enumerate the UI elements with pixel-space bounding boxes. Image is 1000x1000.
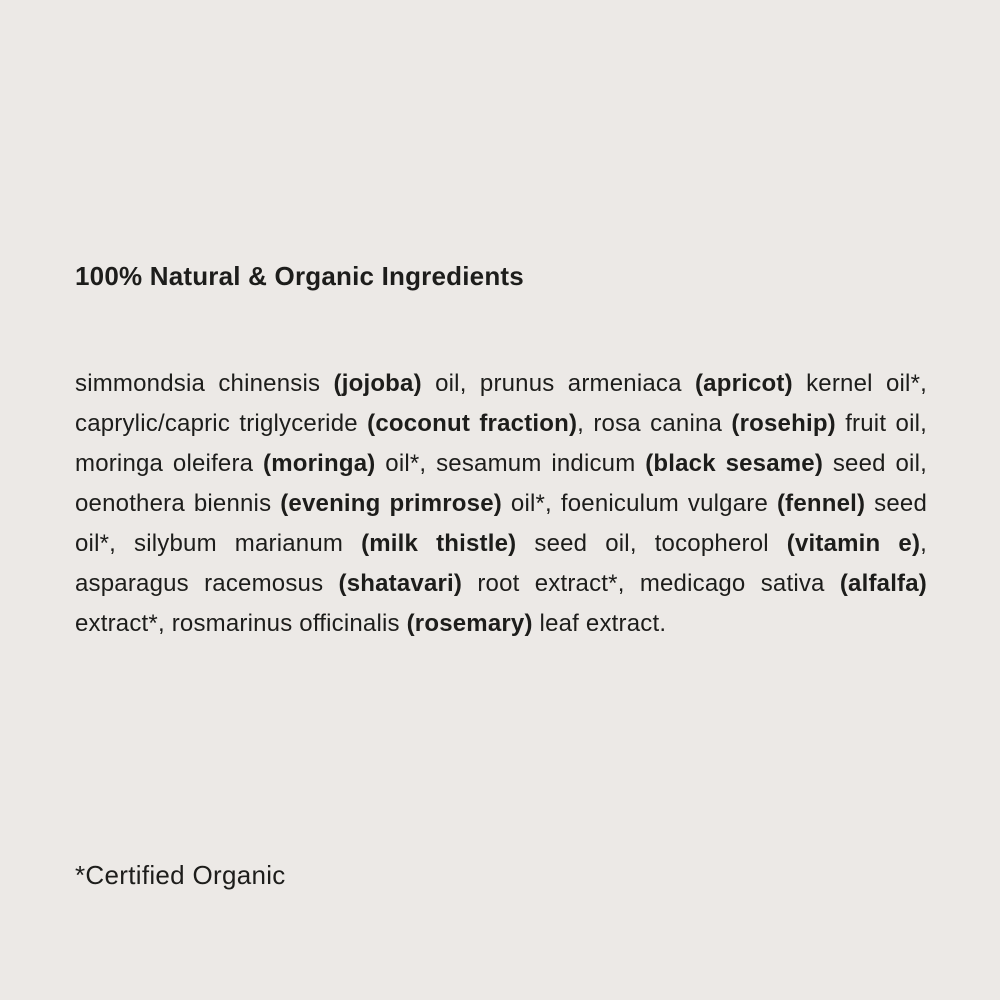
ingredient-text: oil, prunus armeniaca <box>421 370 695 397</box>
ingredient-common-name: (milk thistle) <box>361 530 517 557</box>
ingredient-text: simmondsia chinensis <box>75 370 334 397</box>
ingredient-text: root extract*, medicago sativa <box>462 570 840 597</box>
ingredient-common-name: (coconut fraction) <box>367 410 578 437</box>
ingredients-paragraph <box>75 364 927 644</box>
ingredient-text: leaf extract. <box>532 610 667 637</box>
ingredient-common-name: (apricot) <box>694 370 793 397</box>
ingredient-text: , rosa canina <box>577 410 732 437</box>
ingredient-common-name: (alfalfa) <box>839 570 927 597</box>
ingredient-common-name: (evening primrose) <box>280 490 502 517</box>
ingredient-text: seed oil, oenothera biennis <box>75 450 927 517</box>
ingredient-text: extract*, rosmarinus officinalis <box>75 610 407 637</box>
ingredient-text: , asparagus racemosus <box>75 530 928 597</box>
ingredient-common-name: (fennel) <box>776 490 866 517</box>
ingredient-text: oil*, foeniculum vulgare <box>501 490 777 517</box>
ingredient-common-name: (rosehip) <box>731 410 836 437</box>
ingredient-text: kernel oil*, caprylic/capric triglyceride <box>75 370 927 437</box>
ingredients-heading: 100% Natural & Organic Ingredients <box>75 261 524 291</box>
ingredient-common-name: (vitamin e) <box>786 530 921 557</box>
ingredient-text: oil*, sesamum indicum <box>375 450 646 477</box>
ingredient-common-name: (black sesame) <box>645 450 824 477</box>
ingredient-text: seed oil, tocopherol <box>516 530 787 557</box>
certified-organic-footnote: *Certified Organic <box>75 860 286 890</box>
ingredient-text: fruit oil, moringa oleifera <box>75 410 927 477</box>
ingredient-common-name: (rosemary) <box>406 610 533 637</box>
ingredient-common-name: (shatavari) <box>338 570 463 597</box>
ingredient-text: seed oil*, silybum marianum <box>75 490 927 557</box>
ingredient-common-name: (jojoba) <box>333 370 422 397</box>
ingredient-common-name: (moringa) <box>263 450 376 477</box>
